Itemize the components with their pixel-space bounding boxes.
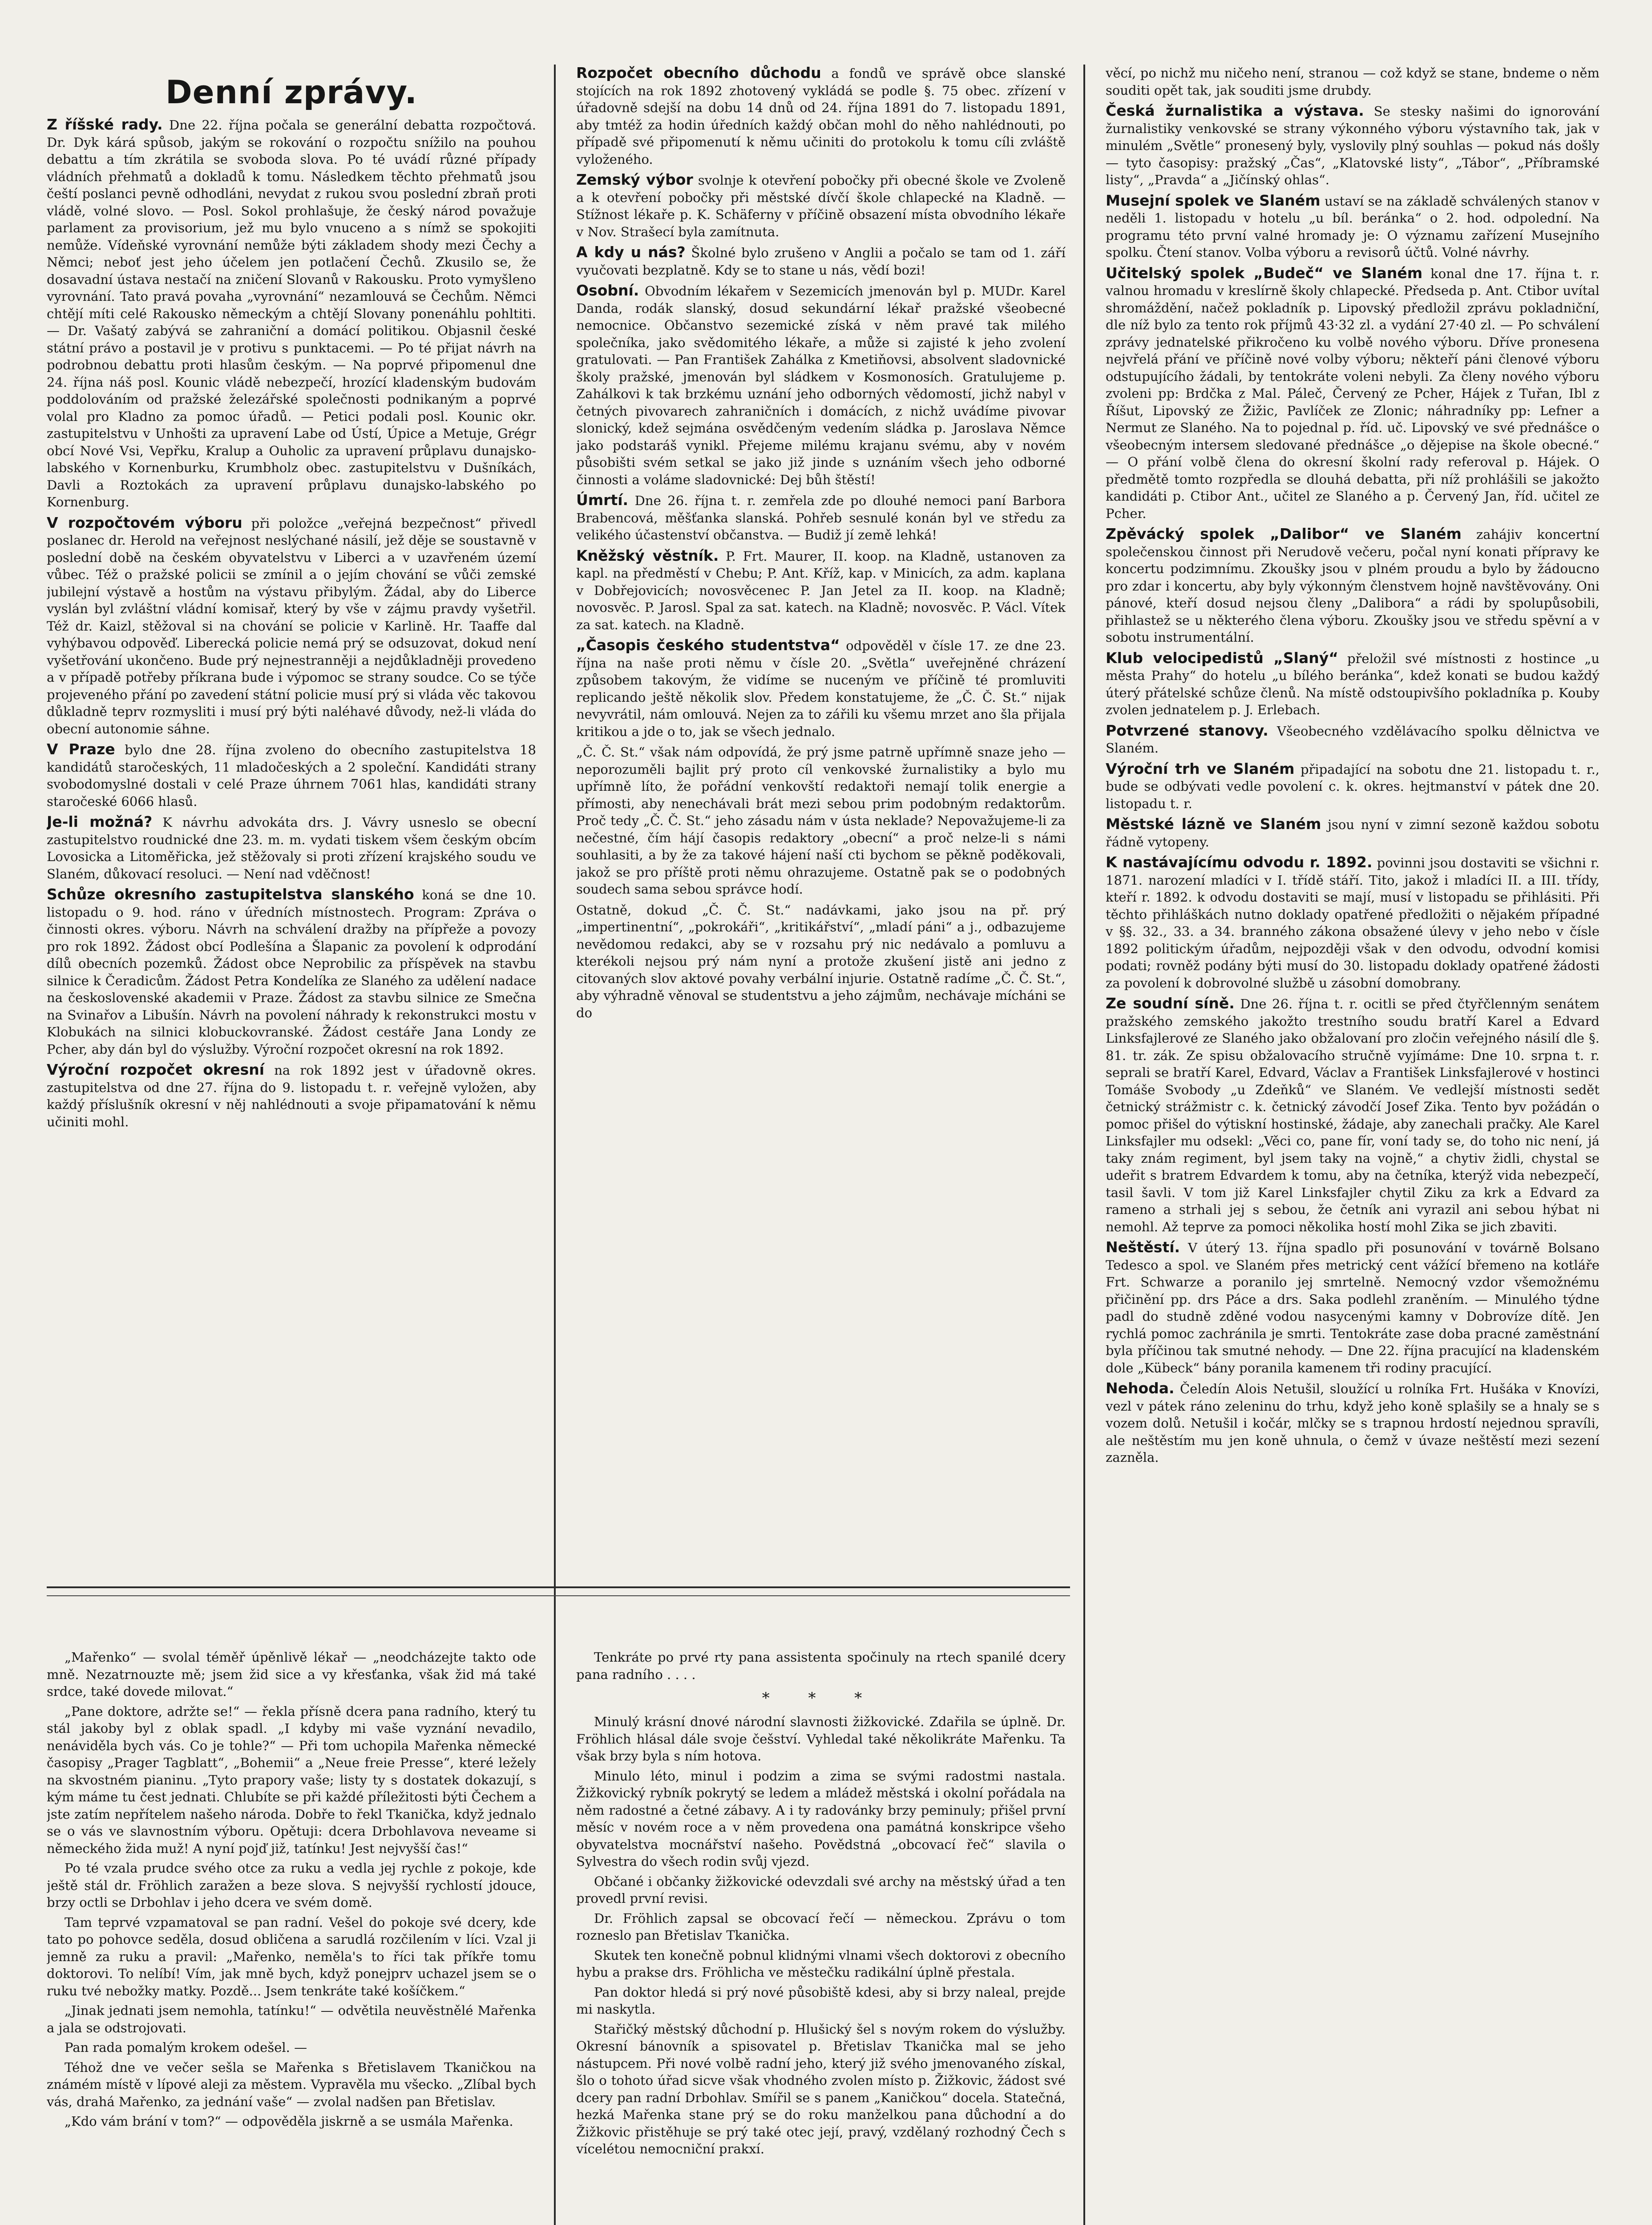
article-text: Dne 22. října počala se generální debatta rozpočtová. Dr. Dyk kárá spůsob, jakým se rokování o rozpočtu snížilo na pouhou debattu a tím zkrátila se svoboda slova. Po té uvádí různé případy vládních přehmatů a dokladů k tomu. Následkem těchto přehmatů jsou čeští poslanci pevně odhodláni, nevydat z rukou svou poslední zbraň proti vládě, volné slovo. — Posl. Sokol prohlašuje, že český národ považuje parlament za provisorium, jež mu bylo vnuceno a s nímž se spokojiti nemůže. Vídeňské vyrovnání nemůže býti základem shody mezi Čechy a Němci; neboť jest jeho účelem jen potlačení Čechů. Zkusilo se, že dosavadní ústava nestačí na zničení Slovanů v Rakousku. Proto vymyšleno vyrovnání. Tato pravá povaha „vyrovnání“ nezamlouvá se Čechům. Němci chtějí míti celé Rakousko německým a chtějí Slovany ponenáhlu pohltiti. — Dr. Vašatý zabývá se zahraniční a domácí politikou. Objasnil české státní právo a postavil je v protivu s punktacemi. — Po té přijat návrh na podrobnou debattu proti hlasům českým. — Na poprvé připomenul dne 24. října náš posl. Kounic vládě nebezpečí, hrozící kladenským budovám poddolováním od pražské železářské společnosti podnikaným a poprvé volal pro Kladno za pomoc úřadů. — Petici podali posl. Kounic okr. zastupitelstvu v Unhošti za upravení Labe od Ústí, Úpice a Metuje, Grégr obcí Nové Vsi, Vepřku, Kralup a Ouholic za upravení průplavu dunajsko-labského v Kornenburku, Krumbholz obec. zastupitelstvu v Dušníkách, Davli a Roztokách za upravení průplavu dunajsko-labského po Kornenburg. — [47, 117, 536, 510]
article-text: „Č. Č. St.“ však nám odpovídá, že prý jsme patrně upřímně snaze jeho — neporozuměli bajlit prý proto cíl venkovské žurnalistiky a bylo mu upřímně líto, že pořádní venkovští redaktoři nemají tolik energie a přímosti, aby nenechávali brát mezi sebou prim podobným redaktorům. Proč tedy „Č. Č. St.“ jeho zásadu nám v ústa neklade? Nepovažujeme-li za nečestné, čím hájí časopis redaktory „obecní“ a proč nelze-li s námi souhlasiti, a by že za takové hájení naší cti bychom se pěkně poděkovali, jakož se pro příště proti němu ohrazujeme. Ostatně pak se o podobných soudech sama sebou správce hodí. — [576, 744, 1066, 897]
article-heading: Potvrzené stanovy. — [1106, 721, 1268, 739]
article — [1106, 526, 1599, 646]
feuilleton-paragraph: „Kdo vám brání v tom?“ — odpověděla jiskrně a se usmála Mařenka. — [65, 2114, 513, 2129]
article-heading: Musejní spolek ve Slaném — [1106, 191, 1321, 209]
article-heading: V Praze — [47, 740, 115, 758]
article-text: věcí, po nichž mu ničeho není, stranou — což když se stane, bndeme o něm souditi opět tak, jak souditi jsme drubdy. — [1106, 65, 1599, 98]
article-heading: Výroční trh ve Slaném — [1106, 760, 1295, 777]
article — [47, 886, 536, 1058]
feuilleton-paragraph: Občané i občanky žižkovické odevzdali své archy na městský úřad a ten provedl první revisi. — [576, 1873, 1066, 1906]
article-text: Školné bylo zrušeno v Anglii a počalo se tam od 1. září vyučovati bezplatně. Kdy se to stane u nás, vědí bozi! — [576, 245, 1066, 278]
feuilleton-paragraph: Pan doktor hledá si prý nové působiště kdesi, aby si brzy naleal, prejde mi naskytla. — [576, 1984, 1066, 2017]
article-heading: Schůze okresního zastupitelstva slanského — [47, 886, 414, 903]
article-heading: Výroční rozpočet okresní — [47, 1061, 265, 1078]
article-heading: Úmrtí. — [576, 491, 629, 509]
column-rule-left — [554, 65, 556, 2225]
feuilleton-paragraph: „Mařenko“ — svolal téměř úpěnlivě lékař — „neodcházejte takto ode mně. Nezatrnouzte mě; jsem žid sice a vy křesťanka, však žid má také srdce, také dovede milovat.“ — [47, 1650, 536, 1699]
column-3 — [1106, 65, 1599, 2225]
feuilleton-paragraph: Dr. Fröhlich zapsal se obcovací řečí — německou. Zprávu o tom rozneslo pan Břetislav Tkanička. — [576, 1910, 1066, 1943]
article-text: připadající na sobotu dne 21. listopadu t. r., bude se odbývati vedle povolení c. k. okres. hejtmanství v pátek dne 20. listopadu t. r. — [1106, 761, 1599, 811]
feuilleton-left-paragraphs — [47, 1649, 536, 2130]
feuilleton-paragraph: Tenkráte po prvé rty pana assistenta spočinuly na rtech spanilé dcery pana radního . . . . — [576, 1650, 1066, 1682]
article — [47, 741, 536, 810]
article-text: Čeledín Alois Netušil, sloužící u rolníka Frt. Hušáka v Knovízi, vezl v pátek ráno zeleninu do trhu, když jeho koně splašily se a hnaly se s vozem dolů. Netušil i kočár, mlčky se s trapnou hrdostí nejednou spravíli, ale neštěstím mu jen koně uhnula, o čemž v úvaze neštěstí mezi sezení zazněla. — [1106, 1381, 1599, 1465]
column-2 — [576, 65, 1066, 1569]
article — [1106, 1239, 1599, 1376]
feuilleton-paragraph: Pan rada pomalým krokem odešel. — — [65, 2040, 307, 2055]
article — [1106, 192, 1599, 261]
article-heading: Neštěstí. — [1106, 1238, 1180, 1256]
article-heading: V rozpočtovém výboru — [47, 514, 242, 531]
article — [1106, 650, 1599, 719]
article-heading: Zemský výbor — [576, 171, 693, 188]
article — [1106, 816, 1599, 850]
article-heading: A kdy u nás? — [576, 243, 686, 261]
article — [47, 1061, 536, 1130]
article-text: P. Frt. Maurer, II. koop. na Kladně, ustanoven za kapl. na předměstí v Chebu; P. Ant. Kříž, kap. v Minicích, za adm. kaplana v Dobřejovicích; novosvěcenec P. Jan Jetel za II. koop. na Kladně; novosvěc. P. Jarosl. Spal za sat. katech. na Kladně; novosvěc. P. Václ. Vítek za sat. katech. na Kladně. — [576, 548, 1066, 632]
article — [576, 902, 1066, 1022]
article-text: přeložil své místnosti z hostince „u města Prahy“ do hotelu „u bílého beránka“, kdež konati se budou každý úterý přátelské schůze členů. Na místě odstoupivšího pokladníka p. Kouby zvolen jednatelem p. J. Erlebach. — [1106, 651, 1599, 717]
feuilleton-paragraph: „Jinak jednati jsem nemohla, tatínku!“ — odvětila neuvěstnělé Mařenka a jala se odstrojovati. — [47, 2003, 536, 2035]
article — [576, 547, 1066, 634]
article — [1106, 265, 1599, 522]
feuilleton-paragraph: Tam teprvé vzpamatoval se pan radní. Vešel do pokoje své dcery, kde tato po pohovce seděla, dosud obličena a sarudlá rozčilením v líci. Vzal ji jemně za ruku a pravil: „Mařenko, neměla's to říci tak příkře tomu doktorovi. To nelíbí! Vím, jak mně bych, když ponejprv uchazel jsem se o ruku tvé nebožky matky. Pozdě... Jsem tenkráte také košíčkem.“ — [47, 1914, 536, 1998]
article-text: Dne 26. října t. r. ocitli se před čtyřčlenným senátem pražského zemského jakožto trestního soudu bratří Karel a Edvard Linksfajlerové ze Slaného jako obžalovaní pro zločin veřejného násilí dle §. 81. tr. zák. Ze spisu obžalovacího stručně vyjímáme: Dne 10. srpna t. r. seprali se bratří Karel, Edvard, Václav a František Linksfajlerové v hostinci Tomáše Svobody „u Zdeňků“ ve Slaném. Ve vedlejší místnosti sedět četnický strážmistr c. k. četnický závodčí Josef Zika. Tento byv požádán o pomoc přišel do výtiskní hostinské, žádaje, aby zanechali pračky. Ale Karel Linksfajler mu odsekl: „Věci co, pane fír, voní tady se, do toho nic není, já taky znám regiment, byl jsem taky na vojně,“ a chytiv židli, chystal se udeřit s bratrem Edvardem k tomu, aby na četníka, kterýž vida nebezpečí, tasil šavli. V tom již Karel Linksfajler chytil Ziku za krk a Edvard za rameno a strhali jej s sebou, že četník ani vyrazil ani sebou hýbat ni nemohl. Až teprve za pomoci několika hostí mohl Zika se jich zbaviti. — [1106, 996, 1599, 1234]
article — [576, 637, 1066, 740]
article — [1106, 761, 1599, 813]
feuilleton-paragraph: Skutek ten konečně pobnul klidnými vlnami všech doktorovi z obecního hybu a prakse drs. Fröhlicha ve městečku radikální úplně přestala. — [576, 1947, 1066, 1980]
article — [576, 492, 1066, 544]
column-2-articles — [576, 65, 1066, 1021]
article-text: ustaví se na základě schválených stanov v neděli 1. listopadu v hotelu „u bíl. beránka“ o 2. hod. odpolední. Na programu této první valné hromady je: O významu zařízení Musejního spolku. Čtení stanov. Volba výboru a revisorů účtů. Volné návrhy. — [1106, 193, 1599, 260]
article-heading: Klub velocipedistů „Slaný“ — [1106, 649, 1338, 667]
feuilleton-paragraph: Stařičký městský důchodní p. Hlušický šel s novým rokem do výslužby. Okresní bánovník a spisovatel p. Břetislav Tkanička mal se jeho nástupcem. Při nové volbě radní jeho, který již svého jmenovaného získal, šlo o tohoto úřad sicve však vhodného zvolen místo p. Žižkovic, žádost své dcery pan radní Drbohlav. Smířil se s panem „Kaničkou“ docela. Statečná, hezká Mařenka stane prý se do roku manželkou pana důchodní a do Žižkovic přistěhuje se prý také otec její, pravý, vzdělaný rozhodný Čech s vícelétou nemocniční prakxí. — [576, 2021, 1066, 2156]
article-text: bylo dne 28. října zvoleno do obecního zastupitelstva 18 kandidátů staročeských, 11 mladočeských a 2 společní. Kandidáti strany svobodomyslné dostali v celé Praze úhrnem 7061 hlas, kandidáti strany staročeské 6066 hlasů. — [47, 742, 536, 809]
article-text: Obvodním lékařem v Sezemicích jmenován byl p. MUDr. Karel Danda, rodák slanský, dosud sekundární lékař pražské všeobecné nemocnice. Občanstvo sezemické získá v něm pravé tak milého společníka, jako svědomitého lékaře, a může si zajisté k jeho zvolení gratulovati. — Pan František Zahálka z Kmetiňovsi, absolvent sladovnické školy pražské, jmenován byl sládkem v Kosmonosích. Gratulujeme p. Zahálkovi k tak brzkému uznání jeho odborných vědomostí, jichž nabyl v četných pivovarech zahraničních i domácích, z nichž uvádíme pivovar slonický, kdež sejmána osvědčeným vedením sládka p. Jaroslava Němce jako podstaráš vynikl. Přejeme milému krajanu svému, aby v novém působišti svém setkal se jako již jinde s uznáním všech jeho odborné činnosti a voláme sladovnické: Dej bůh štěstí! — [576, 283, 1066, 487]
article — [1106, 722, 1599, 757]
article-text: jsou nyní v zimní sezoně každou sobotu řádně vytopeny. — [1106, 817, 1599, 850]
article-heading: Je-li možná? — [47, 813, 153, 830]
article-heading: Česká žurnalistika a výstava. — [1106, 102, 1364, 119]
article-heading: Z říšské rady. — [47, 116, 163, 133]
article-text: odpověděl v čísle 17. ze dne 23. října na naše proti němu v čísle 20. „Světla“ uveřejněné chrázení způsobem takovým, že vidíme se nuceným ve příčině té promluviti replicando ještě několik slov. Předem konstatujeme, že „Č. Č. St.“ nijak nevyvrátil, nám omlouvá. Nejen za to zářili ku všemu mrzet ano šla přijala kritikou a jde o to, jak se všech jednalo. — [576, 638, 1066, 739]
article-heading: Nehoda. — [1106, 1380, 1175, 1397]
article-heading: Městské lázně ve Slaném — [1106, 815, 1321, 833]
article-text: K návrhu advokáta drs. J. Vávry usneslo se obecní zastupitelstvo roudnické dne 23. m. m. vydati tiskem všem českým obcím Lovosicka a Litoměřicka, jež stěžovaly si proti zřízení krajského soudu ve Slaném, důkovací resoluci. — Není nad vděčnost! — [47, 815, 536, 882]
feuilleton-middle-paragraphs — [576, 1649, 1066, 2158]
article-text: a fondů ve správě obce slanské stojících na rok 1892 zhotovený vykládá se podle §. 75 obec. zřízení v úřadovně sdejší na dobu 14 dnů od 24. října 1891 do 7. listopadu 1891, aby tmtéž za hodin úředních každý občan mohl do něho nahlédnouti, po případě své připomenutí k němu učiniti do protokolu k tomu cíli zvláště vyloženého. — [576, 66, 1066, 167]
article-heading: Zpěvácký spolek „Dalibor“ ve Slaném — [1106, 525, 1462, 542]
article-heading: Osobní. — [576, 282, 639, 299]
article — [47, 813, 536, 882]
article-heading: Ze soudní síně. — [1106, 995, 1235, 1012]
article-text: V úterý 13. října spadlo při posunování v továrně Bolsano Tedesco a spol. ve Slaném přes metrický cent vážící břemeno na kotláře Frt. Schwarze a poranilo jej smrtelně. Nemocný vzdor všemožnému přičinění pp. drs Páce a drs. Saka podlehl zraněním. — Minulého týdne padl do studně zděné vodou nasycenými kamny v Dobrovíze dítě. Jen rychlá pomoc zachránila je smrti. Tentokráte zase doba pracné zaměstnání byla příčinou tak smutné nehody. — Dne 22. října pracující na kladenském dole „Kübeck“ bány poranila kamenem tři rodiny pracující. — [1106, 1240, 1599, 1375]
feuilleton-paragraph: Minulý krásní dnové národní slavnosti žižkovické. Zdařila se úplně. Dr. Fröhlich hlásal dále svoje češství. Vyhledal také několikráte Mařenku. Ta však brzy byla s ním hotova. — [576, 1714, 1066, 1764]
feuilleton-paragraph: Po té vzala prudce svého otce za ruku a vedla jej rychle z pokoje, kde ještě stál dr. Fröhlich zaražen a beze slova. S nejvyšší rychlostí jdouce, brzy octli se Drbohlav i jeho dcera ve svém domě. — [47, 1861, 536, 1910]
article-heading: Rozpočet obecního důchodu — [576, 65, 821, 81]
feuilleton-divider-thin — [47, 1595, 1070, 1596]
article — [576, 244, 1066, 279]
article — [47, 116, 536, 511]
article-text: Všeobecného vzdělávacího spolku dělnictva ve Slaném. — [1106, 723, 1599, 756]
section-title: Denní zprávy. — [165, 73, 417, 111]
feuilleton-middle — [576, 1649, 1066, 2225]
article-text: zahájiv koncertní společenskou činnost při Nerudově večeru, počal nyní konati přípravy ke koncertu podzimnímu. Zkoušky jsou v plném proudu a bylo by žádoucno pro zdar i koncertu, aby byly výkonným členstvem hojně navštěvovány. Oni pánové, kteří dosud nejsou členy „Dalibora“ a rádi by spolupůsobili, přihlastež se u některého člena výboru. Zkoušky jsou ve středu spěvní a v sobotu instrumentální. — [1106, 527, 1599, 645]
article-text: povinni jsou dostaviti se všichni r. 1871. narození mladíci v I. třídě stáří. Tito, jakož i mladíci II. a III. třídy, kteří r. 1892. k odvodu dostaviti se mají, musí v listopadu se přihlásiti. Při těchto přihláškách nutno doklady opatřené předložiti o nějakém případné v §§. 32., 33. a 34. branného zákona obsažené úlevy v jeho nebo v čísle 1892 politickým úřadům, nejpozději však v den odvodu, odvodní komisi podati; rovněž podány býti musí do 30. listopadu doklady opatřené žádosti za povolení k dobrovolné službě u zásobní domobrany. — [1106, 855, 1599, 991]
column-rule-right — [1083, 65, 1085, 2225]
article — [1106, 102, 1599, 189]
article-heading: Učitelský spolek „Budeč“ ve Slaném — [1106, 264, 1423, 282]
article-text: na rok 1892 jest v úřadovně okres. zastupitelstva od dne 27. října do 9. listopadu t. r. veřejně vyložen, aby každý příslušník okresní v něj nahlédnouti a svoje připamatování k němu učiniti mohl. — [47, 1063, 536, 1129]
section-ornament: * * * — [762, 1689, 880, 1707]
article — [576, 171, 1066, 240]
article — [1106, 854, 1599, 991]
column-1 — [47, 65, 536, 1569]
feuilleton-paragraph: Téhož dne ve večer sešla se Mařenka s Břetislavem Tkaničkou na známém místě v lípové aleji za městem. Vypravěla mu všecko. „Zlíbal bych vás, drahá Mařenko, za jednání vaše“ — zvolal nadšen pan Břetislav. — [47, 2059, 536, 2109]
article — [1106, 1380, 1599, 1466]
column-1-articles — [47, 116, 536, 1130]
feuilleton-divider — [47, 1586, 1070, 1588]
article — [1106, 65, 1599, 99]
column-3-articles — [1106, 65, 1599, 1466]
article-text: Dne 26. října t. r. zemřela zde po dlouhé nemoci paní Barbora Brabencová, měšťanka slanská. Pohřeb sesnulé konán byl ve středu za velikého účastenství občanstva. — Budiž jí země lehká! — [576, 493, 1066, 542]
feuilleton-paragraph: Minulo léto, minul i podzim a zima se svými radostmi nastala. Žižkovický rybník pokrytý se ledem a mládež městská i okolní pořádala na něm radostné a četné zábavy. A i ty radovánky brzy peminuly; přišel první měsíc v novém roce a v něm provedena ona památná konskripce všeho obyvatelstva mocnářství našeho. Povědstná „obcovací řeč“ slavila o Sylvestra do všech rodin svůj vjezd. — [576, 1768, 1066, 1869]
article — [576, 744, 1066, 898]
article — [576, 65, 1066, 168]
article-text: konal dne 17. října t. r. valnou hromadu v kreslírně školy chlapecké. Předseda p. Ant. Ctibor uvítal shromáždění, načež pokladník p. Lipovský předložil zprávu pokladniční, dle níž bylo za tento rok příjmů 43·32 zl. a vydání 27·40 zl. — Po schválení zprávy jednatelské přikročeno ku volbě nového výboru. Dříve pronesena nejvřelá přání ve příčině nové volby výboru; někteří páni členové výboru odstupujícího žádali, by tentokráte voleni nebyli. Za členy nového výboru zvoleni pp: Brdčka z Mal. Páleč, Červený ze Pcher, Hájek z Tuřan, Ibl z Říšut, Lipovský ze Žižic, Pavlíček ze Zlonic; náhradníky pp: Lefner a Nermut ze Slaného. Na to pojednal p. říd. uč. Lipovský ve své přednášce o všeobecným intersem sledované přednášce „o dějepise na škole obecné.“ — O přání volbě člena do okresní školní rady referoval p. Hájek. O předmětě tomto rozpředla se dlouhá debatta, při níž prohlášili se jakožto kandidáti p. Ctibor Ant., učitel ze Slaného a p. Červený Jan, říd. učitel ze Pcher. — [1106, 266, 1599, 521]
article-text: koná se dne 10. listopadu o 9. hod. ráno v úředních místnostech. Program: Zpráva o činnosti okres. výboru. Návrh na schválení dražby na přípřeže a povozy pro rok 1892. Žádost obcí Podlešína a Šlapanic za povolení k odprodání dílů obecních pozemků. Žádost obce Neprobilic za příspěvek na stavbu silnice k Čeradicům. Žádost Petra Kondelíka ze Slaného za udělení nadace na československé akademii v Praze. Žádost za stavbu silnice ze Smečna na Svinařov a Libušín. Návrh na povolení náhrady k rekonstrukci mostu v Klobukách na silnici klobuckovranské. Žádost cestáře Jana Londy ze Pcher, aby dán byl do výslužby. Výroční rozpočet okresní na rok 1892. — [47, 887, 536, 1057]
article-text: svolnje k otevření pobočky při obecné škole ve Zvoleně a k otevření pobočky při městské dívčí škole chlapecké na Kladně. — Stížnost lékaře p. K. Schäferny v příčině obsazení místa obvodního lékaře v Nov. Strašecí byla zamítnuta. — [576, 173, 1066, 239]
article-heading: Kněžský věstník. — [576, 546, 719, 564]
feuilleton-paragraph: „Pane doktore, adržte se!“ — řekla přísně dcera pana radního, který tu stál jakoby byl z oblak spadl. „I kdyby mi vaše vyznání nevadilo, nenáviděla bych vás. Co je tohle?“ — Při tom uchopila Mařenka německé časopisy „Prager Tagblatt“, „Bohemii“ a „Neue freie Presse“, které ležely na skvostném pianinu. „Tyto prapory vaše; listy ty s dostatek dokazují, s kým máme tu čest jednati. Chlubíte se při každé příležitosti býti Čechem a jste zatím nepřítelem našeho národa. Dobře to řekl Tkanička, když jednalo se o vás ve slavnostním výboru. Opětuji: dcera Drbohlavova neveame si německého žida muž! A nyní pojď již, tatínku! Jest nejvyšší čas!“ — [47, 1703, 536, 1856]
article — [1106, 995, 1599, 1235]
article-text: při položce „veřejná bezpečnost“ přivedl poslanec dr. Herold na veřejnost neslýchané násilí, jež děje se soustavně v poslední době na českém obyvatelstvu v Liberci a v uzavřeném území vůbec. Též o pražské policii se zmínil a o jejím chování se vůči zemské jubilejní výstavě a hostům na výstavu přibylým. Žádal, aby do Liberce vyslán byl zvláštní vládní komisař, který by vše v zájmu pravdy vyšetřil. Též dr. Kaizl, stěžoval si na chování se policie v Karlině. Hr. Taaffe dal vyhýbavou odpověď. Liberecká policie nemá prý se odsuzovat, dokud není vyšetřování ukončeno. Bude prý nejnestranněji a nejdůkladněji provedeno a v případě potřeby příkrana bude i výpomoc se strany soudce. Co se týče projeveného přání po zavedení státní policie musí prý si vláda věc takovou důkladně teprv rozmysliti i musí prý býti naléhavé důvody, než-li vláda do obecní autonomie sáhne. — [47, 515, 536, 736]
newspaper-page — [42, 65, 1602, 2225]
article-heading: K nastávajícímu odvodu r. 1892. — [1106, 854, 1373, 871]
article-text: Se stesky našimi do ignorování žurnalistiky venkovské se strany výkonného výboru výstavního tak, jak v minulém „Světle“ pronesený byly, vyslovily plný souhlas — pokud nás došly — tyto časopisy: pražský „Čas“, „Klatovské listy“, „Tábor“, „Příbramské listy“, „Pravda“ a „Jičínský ohlas“. — [1106, 104, 1599, 187]
article — [576, 282, 1066, 488]
feuilleton-left — [47, 1649, 536, 2225]
article-heading: „Časopis českého studentstva“ — [576, 636, 840, 654]
article — [47, 514, 536, 738]
article-text: Ostatně, dokud „Č. Č. St.“ nadávkami, jako jsou na př. prý „impertinentní“, „pokrokáři“, „kritikářství“, „mladí páni“ a j., odbazujeme nevědomou redakci, aby se v rozsahu prý nic nedávalo a pomluvu a kterékoli nejsou prý nám nyní a protože zkušení jistě ani jedno z citovaných slov aktové povahy verbální injurie. Ostatně radíme „Č. Č. St.“, aby výhradně věnoval se studentstvu a jeho zájmům, nechávaje mícháni se do — [576, 902, 1066, 1020]
